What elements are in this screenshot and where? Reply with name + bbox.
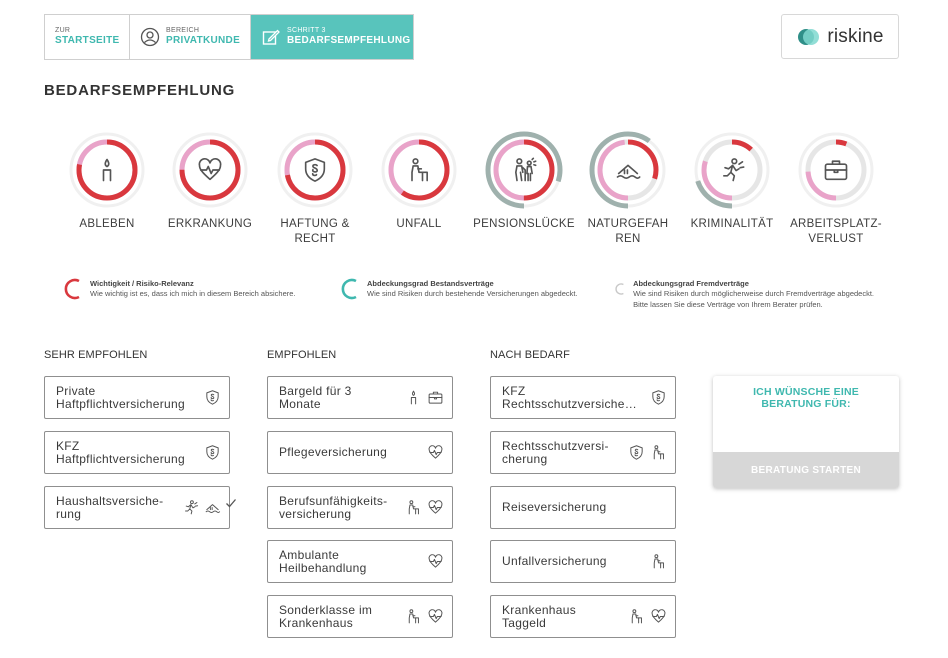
insurance-name: Krankenhaus Taggeld [502,603,577,630]
legend-importance-text: Wie wichtig ist es, dass ich mich in diesem Bereich absichere. [90,289,296,298]
risk-label: KRIMINALITÄT [690,218,774,230]
legend-existing-title: Abdeckungsgrad Bestandsverträge [367,279,494,288]
column-heading-empfohlen: EMPFOHLEN [267,349,337,361]
card-risk-icons [405,499,444,516]
risk-gauge [484,130,564,210]
recommendation-card[interactable] [490,431,676,474]
column-heading-sehr-empfohlen: SEHR EMPFOHLEN [44,349,148,361]
insurance-name: Berufsunfähigkeits- versicherung [279,494,388,521]
breadcrumb-privatkunde-label: PRIVATKUNDE [166,35,241,47]
risk-gauge [379,130,459,210]
insurance-name: Haushaltsversiche- rung [56,494,164,521]
briefcase-icon [826,161,847,179]
insurance-name: Unfallversicherung [502,555,607,568]
risk-gauge [67,130,147,210]
breadcrumb-home-small: ZUR [55,27,71,35]
risk-label: ERKRANKUNG [167,218,253,230]
heartbeat-icon [650,608,667,625]
recommendation-card[interactable] [267,431,453,474]
card-risk-icons [204,444,221,461]
thief-icon [724,159,744,181]
flood-house-icon [618,165,640,178]
legend-external [615,278,875,310]
candle-icon [104,160,111,181]
recommendation-card[interactable] [267,486,453,529]
heartbeat-icon [427,553,444,570]
recommendation-card[interactable] [267,595,453,638]
recommendation-card[interactable] [490,595,676,638]
riskine-logo[interactable] [781,14,899,59]
risk-gauge [692,130,772,210]
card-risk-icons [204,389,221,406]
breadcrumb-home[interactable] [45,15,130,59]
injured-person-icon [628,608,645,625]
edit-icon [261,26,281,48]
risk-item-1[interactable] [55,130,159,232]
card-risk-icons [405,608,444,625]
logo-text: riskine [827,25,884,47]
injured-person-icon [405,499,422,516]
risk-item-2[interactable] [158,130,262,232]
shield-paragraph-icon [628,444,645,461]
card-risk-icons [182,499,221,516]
risk-gauge [275,130,355,210]
insurance-name: Private Haftpflichtversicherung [56,384,185,411]
recommendation-card[interactable] [490,376,676,419]
card-risk-icons [628,608,667,625]
heartbeat-icon [199,159,220,180]
risk-label: PENSIONSLÜCKE [473,218,575,230]
recommendation-card[interactable] [490,540,676,583]
injured-person-icon [650,553,667,570]
recommendation-card[interactable] [44,376,230,419]
consultation-box [713,376,899,488]
legend-external-title: Abdeckungsgrad Fremdverträge [633,279,749,288]
insurance-name: Rechtsschutzversi- cherung [502,439,609,466]
insurance-name: Bargeld für 3 Monate [279,384,352,411]
insurance-name: KFZ Rechtsschutzversiche… [502,384,638,411]
elderly-couple-icon [516,158,536,180]
risk-label: UNFALL [396,218,442,230]
recommendation-card[interactable] [267,376,453,419]
flood-house-icon [204,499,221,516]
insurance-name: Pflegeversicherung [279,446,388,459]
shield-paragraph-icon [306,159,325,181]
shield-paragraph-icon [204,389,221,406]
existing-coverage-track [279,134,351,206]
checkmark-icon [225,497,237,512]
legend-importance-title: Wichtigkeit / Risiko-Relevanz [90,279,194,288]
page-title: BEDARFSEMPFEHLUNG [44,82,236,99]
consultation-title: ICH WÜNSCHE EINE BERATUNG FÜR: [753,386,859,410]
shield-paragraph-icon [204,444,221,461]
breadcrumb-privatkunde[interactable] [130,15,251,59]
breadcrumb-bedarfsempfehlung[interactable] [251,15,413,59]
thief-icon [182,499,199,516]
risk-gauge [588,130,668,210]
riskine-logo-icon [796,27,822,47]
recommendation-card[interactable] [44,486,230,529]
card-risk-icons [628,444,667,461]
risk-label: NATURGEFAHREN [587,218,669,245]
card-risk-icons [405,389,444,406]
external-arc-icon [615,278,625,300]
risk-item-8[interactable] [784,130,888,247]
risk-item-4[interactable] [367,130,471,232]
injured-person-icon [650,444,667,461]
breadcrumb-home-label: STARTSEITE [55,35,120,47]
legend-external-text: Wie sind Risiken durch möglicherweise durch Fremdverträge abgedeckt. Bitte lassen Sie diese Verträge von Ihrem Berater prüfen. [633,289,874,309]
risk-label: ARBEITSPLATZ-VERLUST [790,218,882,245]
card-risk-icons [427,553,444,570]
legend-importance [64,278,314,300]
breadcrumb-bedarfsempfehlung-small: SCHRITT 3 [287,27,326,35]
candle-icon [405,389,422,406]
heartbeat-icon [427,608,444,625]
card-risk-icons [650,553,667,570]
heartbeat-icon [427,499,444,516]
insurance-name: Sonderklasse im Krankenhaus [279,603,373,630]
recommendation-card[interactable] [267,540,453,583]
briefcase-icon [427,389,444,406]
injured-person-icon [412,159,427,181]
risk-item-3[interactable] [263,130,367,247]
risk-item-7[interactable] [680,130,784,232]
importance-arc-icon [64,278,82,300]
user-icon [140,26,160,48]
breadcrumb-bedarfsempfehlung-label: BEDARFSEMPFEHLUNG [287,35,411,47]
risk-item-6[interactable] [576,130,680,247]
column-heading-nach-bedarf: NACH BEDARF [490,349,570,361]
legend-existing [341,278,591,300]
risk-item-5[interactable] [472,130,576,232]
insurance-name: KFZ Haftpflichtversicherung [56,439,185,466]
risk-label: HAFTUNG & RECHT [280,218,350,245]
card-risk-icons [427,444,444,461]
risk-gauge [796,130,876,210]
shield-paragraph-icon [650,389,667,406]
card-risk-icons [650,389,667,406]
recommendation-card[interactable] [44,431,230,474]
breadcrumb [44,14,414,60]
existing-arc-icon [341,278,359,300]
insurance-name: Ambulante Heilbehandlung [279,548,367,575]
risk-label: ABLEBEN [79,218,135,230]
risk-gauge [170,130,250,210]
injured-person-icon [405,608,422,625]
start-consultation-button[interactable]: BERATUNG STARTEN [713,452,899,488]
insurance-name: Reiseversicherung [502,501,607,514]
heartbeat-icon [427,444,444,461]
recommendation-card[interactable] [490,486,676,529]
breadcrumb-privatkunde-small: BEREICH [166,27,200,35]
legend-existing-text: Wie sind Risiken durch bestehende Versicherungen abgedeckt. [367,289,578,298]
